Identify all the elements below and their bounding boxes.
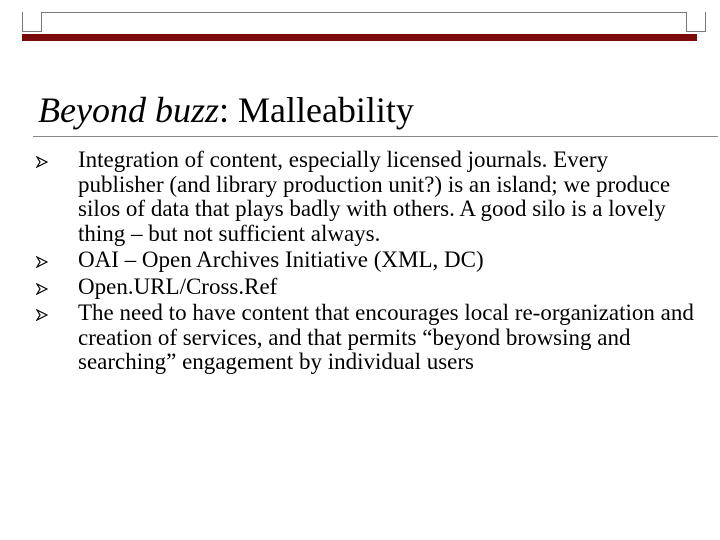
bullet-text: Integration of content, especially licensed journals. Every publisher (and library production unit?) is an island; we produce silos of data that plays badly with others. A good silo is a lovely thing – but not sufficient always. xyxy=(78,147,671,246)
bullet-text: Open.URL/Cross.Ref xyxy=(78,273,278,299)
arrowhead-bullet-icon xyxy=(36,256,48,268)
arrowhead-bullet-icon xyxy=(36,283,48,295)
bullet-item xyxy=(36,248,696,273)
bullet-item xyxy=(36,148,696,246)
bullet-text: OAI – Open Archives Initiative (XML, DC) xyxy=(78,247,484,272)
title-divider xyxy=(33,136,718,137)
top-square-row xyxy=(22,12,42,32)
top-square-right xyxy=(686,12,706,32)
slide-title-italic: Beyond buzz xyxy=(38,90,219,130)
bullet-text: The need to have content that encourages local re-organization and creation of services, and that permits “beyond browsing and searching” engagement by individual users xyxy=(78,300,694,374)
arrowhead-bullet-icon xyxy=(36,309,48,321)
bullet-item xyxy=(36,275,696,300)
top-square xyxy=(22,12,42,32)
accent-bar xyxy=(22,34,697,41)
top-frame-line xyxy=(22,12,697,35)
arrowhead-bullet-icon xyxy=(36,156,48,168)
bullet-list xyxy=(36,148,696,375)
slide-title xyxy=(38,88,414,132)
slide-title-rest: : Malleability xyxy=(218,90,414,130)
bullet-item xyxy=(36,301,696,375)
